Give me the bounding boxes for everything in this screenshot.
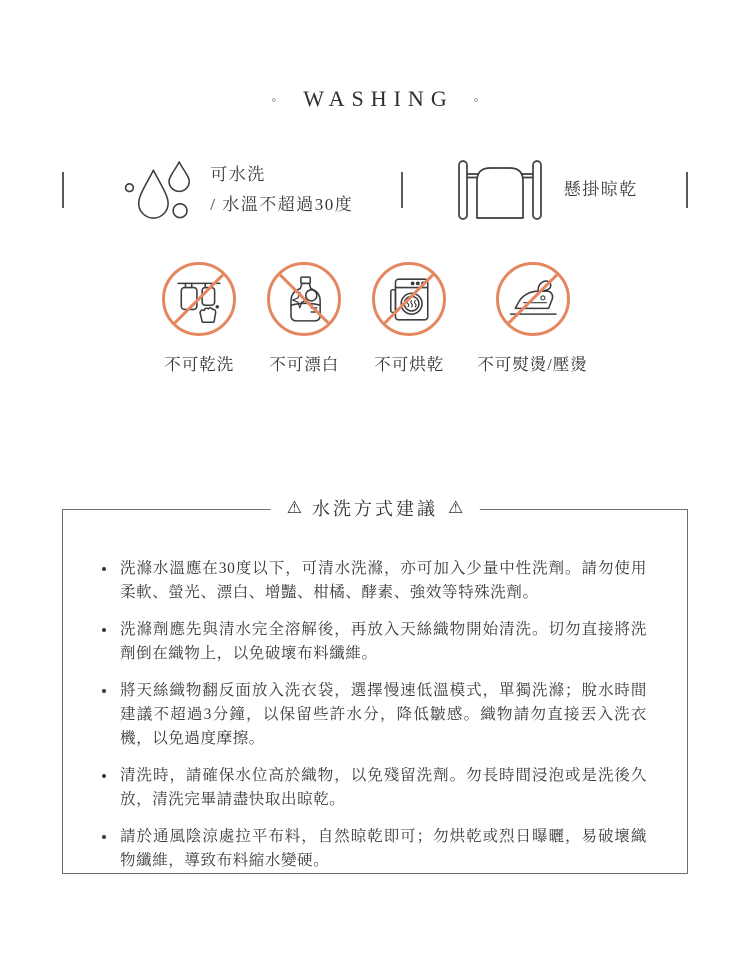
care-instruction-item: • 清洗時，請確保水位高於織物，以免殘留洗劑。勿長時間浸泡或是洗後久放，清洗完畢請盡快取出晾乾。 bbox=[117, 764, 647, 812]
ring-deco-icon: ◦ bbox=[473, 91, 479, 107]
care-item-line: / 水溫不超過30度 bbox=[210, 195, 354, 214]
prohibited-circle bbox=[162, 262, 236, 336]
care-instruction-item: • 將天絲織物翻反面放入洗衣袋，選擇慢速低溫模式，單獨洗滌；脫水時間建議不超過3分鐘，以保留些許水分，降低皺感。織物請勿直接丟入洗衣機，以免過度摩擦。 bbox=[117, 679, 647, 751]
divider bbox=[686, 172, 688, 208]
care-item-label: 不可漂白 bbox=[269, 355, 340, 374]
care-instruction-item: • 洗滌劑應先與清水完全溶解後，再放入天絲織物開始清洗。切勿直接將洗劑倒在織物上，以免破壞布料纖維。 bbox=[117, 618, 647, 666]
care-item-text bbox=[210, 160, 353, 220]
wash-suggestion-box bbox=[62, 498, 688, 874]
prohibited-circle bbox=[267, 262, 341, 336]
prohibited-circle bbox=[372, 262, 446, 336]
care-item-line: 懸掛晾乾 bbox=[563, 180, 638, 200]
care-item-no-bleach bbox=[267, 262, 341, 375]
care-instruction-item: • 洗滌水溫應在30度以下，可清水洗滌，亦可加入少量中性洗劑。請勿使用柔軟、螢光、漂白、增豔、柑橘、酵素、強效等特殊洗劑。 bbox=[117, 557, 647, 605]
care-item-line: 可水洗 bbox=[210, 165, 266, 185]
prohibited-circle bbox=[496, 262, 570, 336]
divider bbox=[62, 172, 64, 208]
box-title-text: 水洗方式建議 bbox=[312, 499, 438, 519]
care-prohibited-row bbox=[0, 262, 750, 375]
warning-icon: ⚠ bbox=[286, 498, 302, 518]
care-item-label: 不可乾洗 bbox=[164, 355, 235, 374]
care-instruction-item: • 請於通風陰涼處拉平布料，自然晾乾即可；勿烘乾或烈日曝曬，易破壞織物纖維，導致布料縮水變硬。 bbox=[117, 825, 647, 873]
care-item-no-iron bbox=[477, 262, 588, 375]
ring-deco-icon: ◦ bbox=[271, 91, 277, 107]
care-item-no-tumble-dry bbox=[372, 262, 446, 375]
divider bbox=[401, 172, 403, 208]
warning-icon: ⚠ bbox=[448, 498, 464, 518]
care-allowed-row bbox=[62, 154, 688, 226]
water-drops-icon bbox=[112, 154, 204, 226]
page-title: WASHING bbox=[303, 86, 454, 111]
care-item-washable bbox=[112, 154, 353, 226]
care-item-label: 不可烘乾 bbox=[374, 355, 445, 374]
care-item-hang-dry bbox=[452, 154, 638, 226]
page-header bbox=[0, 86, 750, 112]
care-item-no-dry-clean bbox=[162, 262, 236, 375]
care-instruction-list bbox=[117, 557, 647, 873]
care-item-text bbox=[564, 175, 638, 205]
wash-suggestion-title bbox=[271, 495, 480, 521]
hang-dry-icon bbox=[452, 154, 548, 226]
care-item-label: 不可熨燙/壓燙 bbox=[477, 355, 588, 374]
